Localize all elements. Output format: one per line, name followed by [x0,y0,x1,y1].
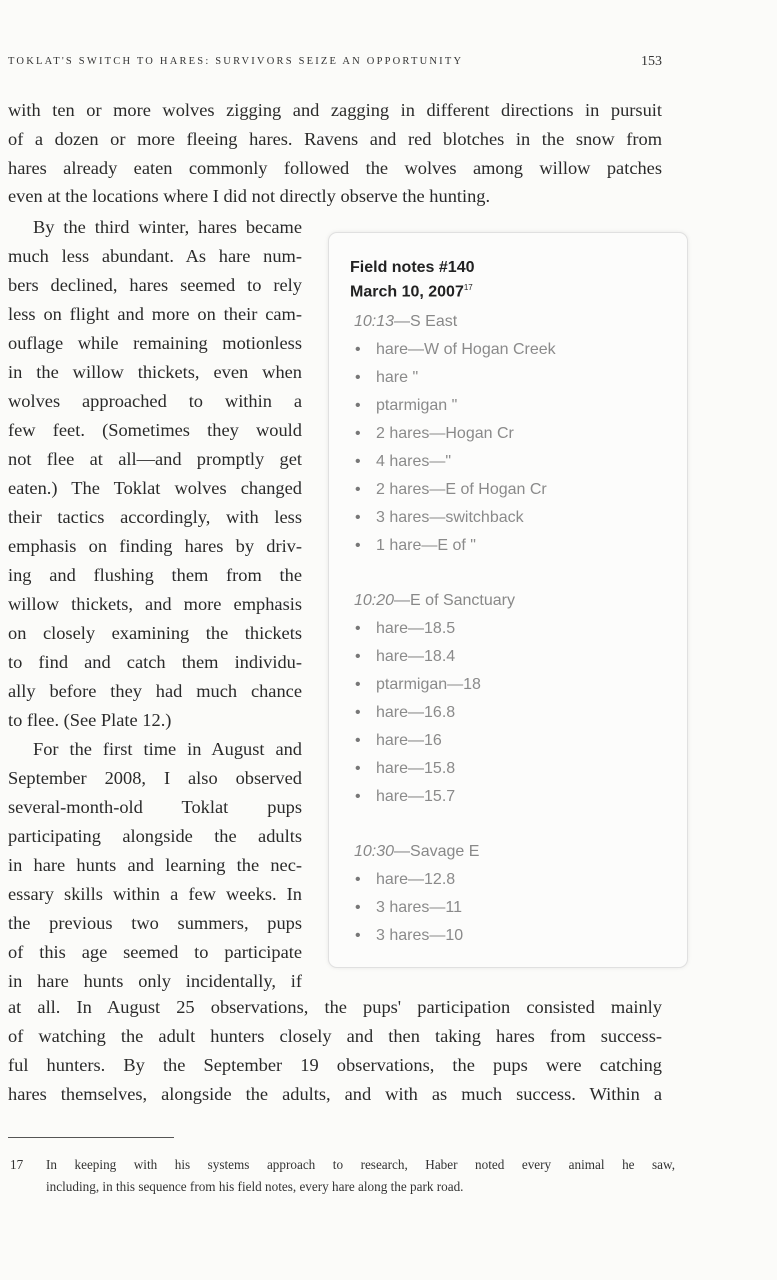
body-line: willow thickets, and more emphasis [8,594,302,614]
note-text: hare—15.8 [376,760,456,777]
time-entry [354,313,457,331]
body-line: September 2008, I also observed [8,768,302,788]
body-line: By the third winter, hares became [33,217,302,237]
time-entry [354,592,515,610]
body-line: the previous two summers, pups [8,913,302,933]
note-item: • 2 hares—E of Hogan Cr [355,481,547,498]
body-line: with ten or more wolves zigging and zagging in different directions in pursuit [8,100,662,120]
note-text: ptarmigan " [376,397,458,414]
note-item: • 4 hares—" [355,453,452,470]
note-item: • hare—16.8 [355,704,456,721]
body-line: participating alongside the adults [8,826,302,846]
page-number: 153 [641,54,662,69]
body-line: ally before they had much chance [8,681,302,701]
body-line: hares themselves, alongside the adults, and with as much success. Within a [8,1084,662,1104]
sidebar-date [350,283,473,301]
place-value: —E of Sanctuary [394,592,515,609]
body-line: essary skills within a few weeks. In [8,884,302,904]
body-line: of a dozen or more fleeing hares. Ravens and red blotches in the snow from [8,129,662,149]
body-line: of watching the adult hunters closely and then taking hares from success- [8,1026,662,1046]
body-line: less on flight and more on their cam- [8,304,302,324]
note-text: hare—16.8 [376,704,456,721]
footnote-number: 17 [10,1157,24,1172]
note-item: • hare—W of Hogan Creek [355,341,556,358]
note-item: • hare—15.7 [355,788,456,805]
body-line: ful hunters. By the September 19 observations, the pups were catching [8,1055,662,1075]
note-item: • hare—12.8 [355,871,456,888]
body-line: to flee. (See Plate 12.) [8,710,172,730]
note-item: • hare—18.4 [355,648,456,665]
time-entry [354,843,479,861]
note-text: hare—15.7 [376,788,456,805]
body-line: to find and catch them individu- [8,652,302,672]
body-line: wolves approached to within a [8,391,302,411]
body-line: hares already eaten commonly followed the wolves among willow patches [8,158,662,178]
note-item: • hare " [355,369,419,386]
body-line: ing and flushing them from the [8,565,302,585]
note-text: hare—16 [376,732,442,749]
body-line: ouflage while remaining motionless [8,333,302,353]
body-line: even at the locations where I did not directly observe the hunting. [8,186,491,206]
body-line: of this age seemed to participate [8,942,302,962]
sidebar-title: Field notes #140 [350,259,475,276]
note-text: hare " [376,369,419,386]
body-line: several-month-old Toklat pups [8,797,302,817]
note-item: • hare—16 [355,732,442,749]
body-line: emphasis on finding hares by driv- [8,536,302,556]
time-value: 10:30 [354,843,395,860]
body-line: bers declined, hares seemed to rely [8,275,302,295]
footnote-line: including, in this sequence from his field notes, every hare along the park road. [46,1179,464,1194]
note-text: 2 hares—Hogan Cr [376,425,514,442]
footnote-ref: 17 [463,283,473,292]
body-line: their tactics accordingly, with less [8,507,302,527]
note-text: ptarmigan—18 [376,676,481,693]
footnote-rule [8,1137,174,1138]
note-text: hare—W of Hogan Creek [376,341,556,358]
body-line: For the first time in August and [33,739,302,759]
note-text: hare—18.5 [376,620,456,637]
note-item: • hare—15.8 [355,760,456,777]
note-item: • ptarmigan—18 [355,676,481,693]
note-item: • hare—18.5 [355,620,456,637]
field-notes-sidebar [328,232,688,968]
body-line: not flee at all—and promptly get [8,449,302,469]
body-line: in the willow thickets, even when [8,362,302,382]
note-text: 4 hares—" [376,453,452,470]
running-head: TOKLAT'S SWITCH TO HARES: SURVIVORS SEIZE AN OPPORTUNITY [8,56,464,67]
footnote-line: In keeping with his systems approach to research, Haber noted every animal he saw, [46,1157,675,1172]
note-item: • ptarmigan " [355,397,458,414]
body-line: in hare hunts and learning the nec- [8,855,302,875]
place-value: —Savage E [394,843,480,860]
note-text: 3 hares—11 [376,899,462,916]
note-text: hare—18.4 [376,648,456,665]
note-item: • 3 hares—11 [355,899,462,916]
note-item: • 3 hares—10 [355,927,464,944]
body-line: at all. In August 25 observations, the pups' participation consisted mainly [8,997,662,1017]
note-text: 1 hare—E of " [376,537,476,554]
note-text: 3 hares—10 [376,927,464,944]
place-value: —S East [394,313,458,330]
body-line: on closely examining the thickets [8,623,302,643]
time-value: 10:13 [354,313,395,330]
note-text: 3 hares—switchback [376,509,524,526]
note-item: • 1 hare—E of " [355,537,476,554]
body-line: in hare hunts only incidentally, if [8,971,302,991]
body-line: eaten.) The Toklat wolves changed [8,478,302,498]
time-value: 10:20 [354,592,395,609]
sidebar-date-text: March 10, 2007 [350,283,464,301]
body-line: few feet. (Sometimes they would [8,420,302,440]
body-line: much less abundant. As hare num- [8,246,302,266]
note-text: hare—12.8 [376,871,456,888]
note-item: • 2 hares—Hogan Cr [355,425,514,442]
note-item: • 3 hares—switchback [355,509,524,526]
note-text: 2 hares—E of Hogan Cr [376,481,547,498]
